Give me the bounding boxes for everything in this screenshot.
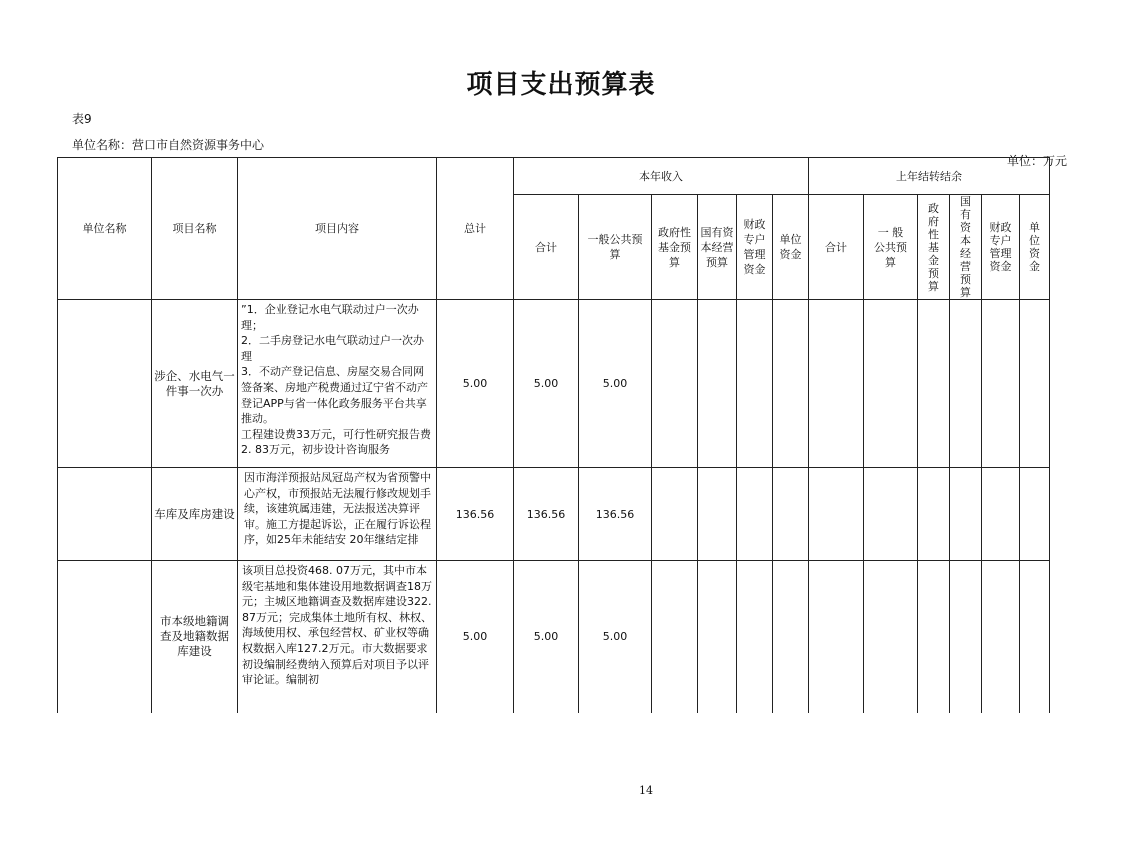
- unit-name-line: 单位名称：营口市自然资源事务中心: [72, 138, 265, 152]
- header-project-content: 项目内容: [238, 158, 437, 300]
- header-total: 总计: [437, 158, 514, 300]
- row-total: 5.00: [437, 561, 514, 713]
- row-project-content: ”1．企业登记水电气联动过户一次办理； 2．二手房登记水电气联动过户一次办理 3．不动产登记信息、房屋交易合同网签备案、房地产税费通过辽宁省不动产登记APP与省一体化政务服务平台共享推动。 工程建设费33万元，可行性研究报告费2. 83万元，初步设计咨询服务: [238, 300, 437, 468]
- row-project-content: 因市海洋预报站凤冠岛产权为省预警中心产权，市预报站无法履行修改规划手续，该建筑属违建，无法报送决算评审。施工方提起诉讼，正在履行诉讼程序，如25年未能结安 20年继结定排: [238, 468, 437, 561]
- row-cur-sum: 136.56: [514, 468, 579, 561]
- row-unit: [58, 561, 152, 713]
- row-unit: [58, 300, 152, 468]
- header-current-income: 本年收入: [514, 158, 809, 195]
- row-total: 5.00: [437, 300, 514, 468]
- row-cur-sum: 5.00: [514, 300, 579, 468]
- header-cur-sum: 合计: [514, 195, 579, 300]
- row-project-content: 该项目总投资468. 07万元，其中市本级宅基地和集体建设用地数据调查18万元；主城区地籍调查及数据库建设322. 87万元；完成集体土地所有权、林权、海域使用权、承包经营权、矿业权等确权数据入库127.2万元。市大数据要求初设编制经费纳入预算后对项目予以评审论证。编制初: [238, 561, 437, 713]
- header-prev-gov-fund: 政府性基金预算: [918, 195, 950, 300]
- row-project-name: 市本级地籍调查及地籍数据库建设: [152, 561, 238, 713]
- header-project-name: 项目名称: [152, 158, 238, 300]
- row-unit: [58, 468, 152, 561]
- table-row: [58, 468, 1050, 561]
- page-title: 项目支出预算表: [466, 70, 656, 100]
- header-cur-fiscal-special: 财政专户管理资金: [737, 195, 773, 300]
- header-cur-unit-fund: 单位资金: [773, 195, 809, 300]
- table-row: [58, 561, 1050, 713]
- row-cur-sum: 5.00: [514, 561, 579, 713]
- row-project-name: 车库及库房建设: [152, 468, 238, 561]
- header-unit-name: 单位名称: [58, 158, 152, 300]
- header-carryover: 上年结转结余: [809, 158, 1050, 195]
- header-prev-general: 一 般公共预算: [864, 195, 918, 300]
- budget-table: [57, 157, 1050, 713]
- unit-label: 单位：万元: [1007, 154, 1068, 168]
- table-number: 表9: [72, 112, 92, 126]
- header-prev-state-capital: 国有资本经营预算: [950, 195, 982, 300]
- header-prev-unit-fund: 单位资金: [1020, 195, 1050, 300]
- header-cur-gov-fund: 政府性基金预算: [652, 195, 698, 300]
- row-total: 136.56: [437, 468, 514, 561]
- row-cur-general: 5.00: [579, 300, 652, 468]
- header-prev-sum: 合计: [809, 195, 864, 300]
- header-cur-general: 一般公共预算: [579, 195, 652, 300]
- row-cur-general: 136.56: [579, 468, 652, 561]
- header-cur-state-capital: 国有资本经营预算: [698, 195, 737, 300]
- table-row: [58, 300, 1050, 468]
- row-cur-general: 5.00: [579, 561, 652, 713]
- row-project-name: 涉企、水电气一件事一次办: [152, 300, 238, 468]
- header-prev-fiscal-special: 财政专户管理资金: [982, 195, 1020, 300]
- page-number: 14: [639, 784, 653, 797]
